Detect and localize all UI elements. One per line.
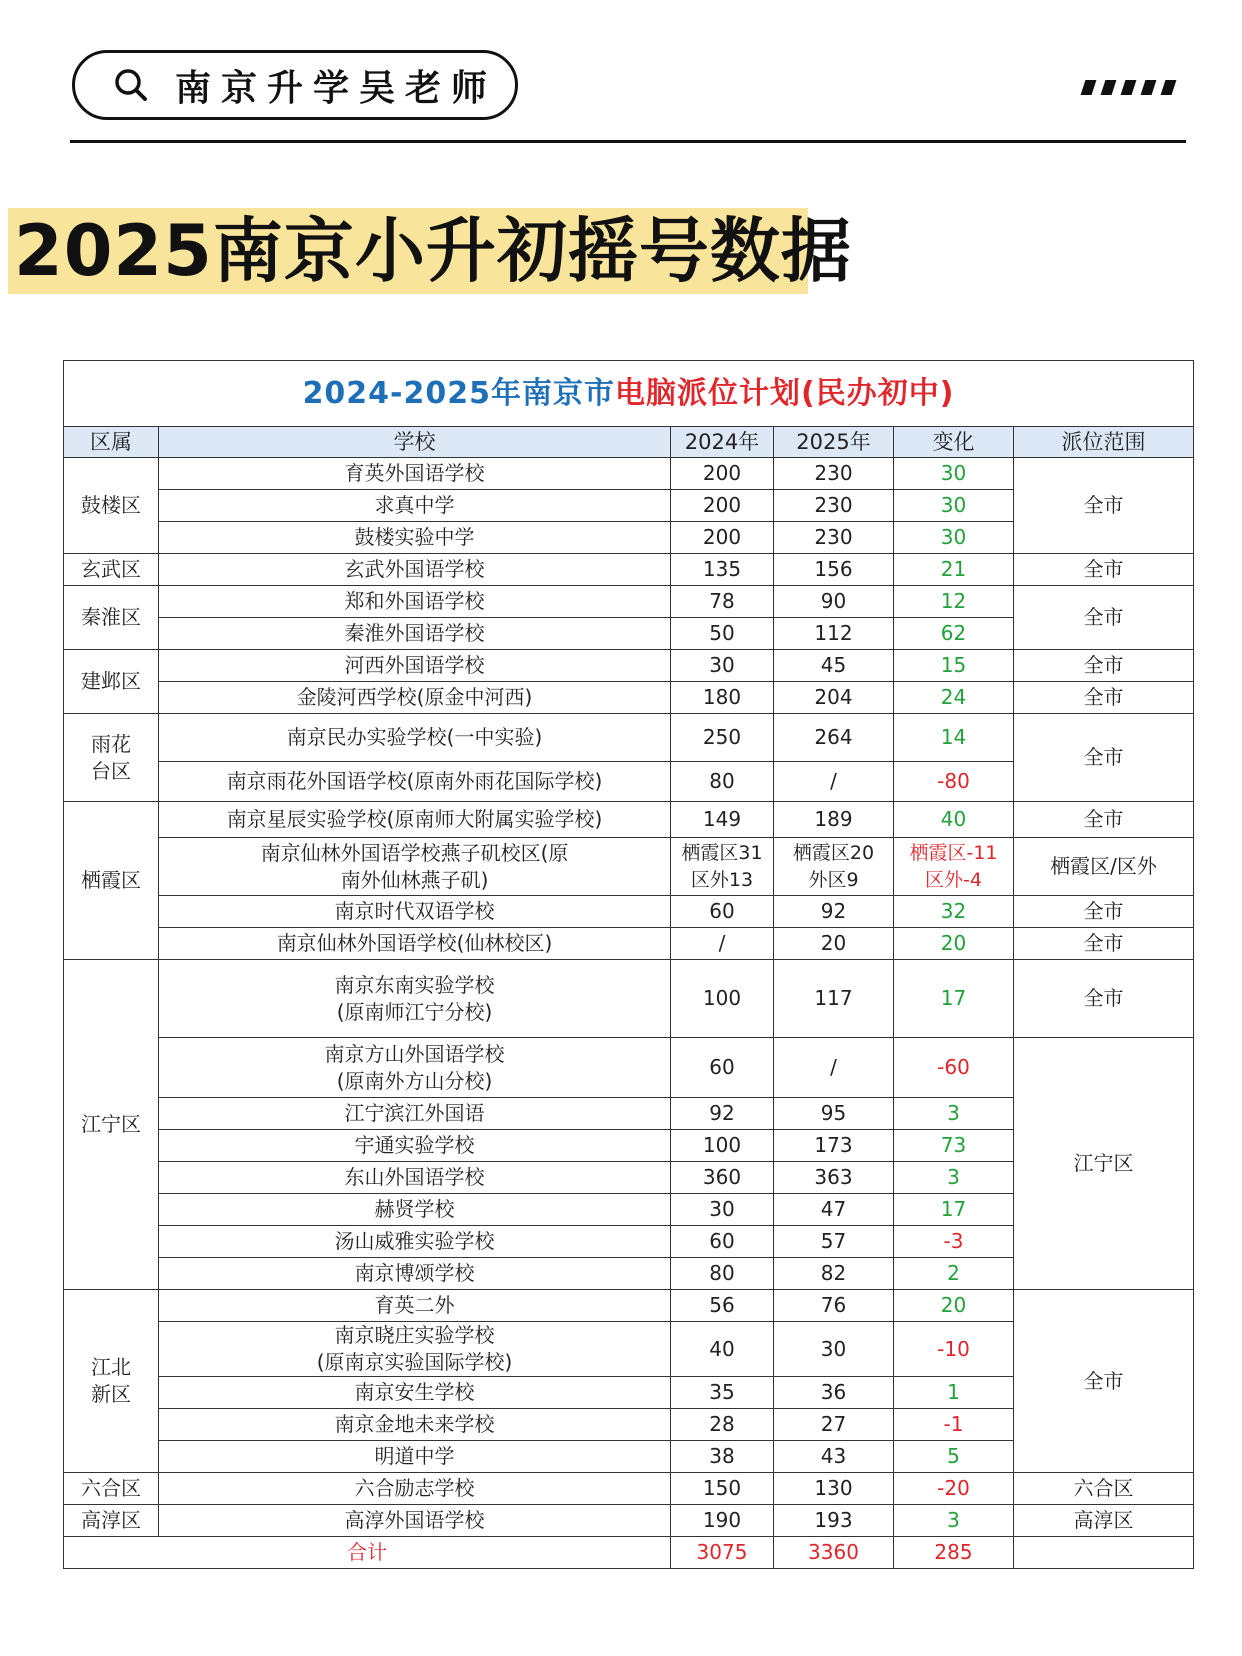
total-row (64, 1537, 1194, 1569)
district-cell: 玄武区 (64, 554, 159, 586)
school-cell: 育英二外 (159, 1290, 671, 1322)
table-row (64, 960, 1194, 1038)
search-label: 南京升学吴老师 (175, 67, 498, 109)
change-cell: 2 (894, 1258, 1014, 1290)
school-cell: 秦淮外国语学校 (159, 618, 671, 650)
scope-cell: 全市 (1014, 650, 1194, 682)
total-2024: 3075 (671, 1537, 774, 1569)
school-line-1: 南京东南实验学校 (334, 972, 495, 997)
value-2024: 200 (671, 522, 774, 554)
school-line-2: (原南京实验国际学校) (316, 1350, 513, 1374)
table-row (64, 458, 1194, 490)
change-cell: 30 (894, 522, 1014, 554)
table-row (64, 682, 1194, 714)
value-2025-line-2: 外区9 (808, 868, 859, 891)
change-cell: 30 (894, 458, 1014, 490)
school-cell: 南京时代双语学校 (159, 896, 671, 928)
table-row (64, 838, 1194, 896)
value-2025: 112 (774, 618, 894, 650)
total-2025: 3360 (774, 1537, 894, 1569)
scope-cell: 六合区 (1014, 1473, 1194, 1505)
school-cell: 赫贤学校 (159, 1194, 671, 1226)
school-line-2: (原南师江宁分校) (336, 999, 493, 1024)
search-icon (113, 67, 149, 103)
page-headline: 2025南京小升初摇号数据 (14, 210, 852, 292)
value-2024: 60 (671, 1038, 774, 1098)
value-2025: 43 (774, 1441, 894, 1473)
change-cell: -1 (894, 1409, 1014, 1441)
value-2024: 100 (671, 960, 774, 1038)
change-cell: 20 (894, 1290, 1014, 1322)
value-2024: 150 (671, 1473, 774, 1505)
value-2025: 36 (774, 1377, 894, 1409)
table-row (64, 650, 1194, 682)
value-2024: 35 (671, 1377, 774, 1409)
change-cell: 15 (894, 650, 1014, 682)
school-cell: 南京雨花外国语学校(原南外雨花国际学校) (159, 762, 671, 802)
change-cell: 12 (894, 586, 1014, 618)
value-2025: 230 (774, 490, 894, 522)
value-2025: 117 (774, 960, 894, 1038)
school-cell: 宇通实验学校 (159, 1130, 671, 1162)
change-cell: -3 (894, 1226, 1014, 1258)
value-2024: 38 (671, 1441, 774, 1473)
plan-table (63, 360, 1194, 1569)
value-2025: 20 (774, 928, 894, 960)
change-cell: 32 (894, 896, 1014, 928)
change-line-1: 栖霞区-11 (909, 841, 998, 864)
scope-cell: 全市 (1014, 1290, 1194, 1473)
table-row (64, 896, 1194, 928)
change-cell: 17 (894, 960, 1014, 1038)
change-cell: 20 (894, 928, 1014, 960)
school-line-1: 南京仙林外国语学校燕子矶校区(原 (260, 840, 569, 865)
value-2024: 60 (671, 1226, 774, 1258)
change-cell: 62 (894, 618, 1014, 650)
school-cell: 高淳外国语学校 (159, 1505, 671, 1537)
change-cell: 14 (894, 714, 1014, 762)
school-cell (159, 838, 671, 896)
change-cell: 73 (894, 1130, 1014, 1162)
value-2025: 30 (774, 1322, 894, 1377)
value-2025: 82 (774, 1258, 894, 1290)
school-cell: 南京民办实验学校(一中实验) (159, 714, 671, 762)
scope-cell: 全市 (1014, 896, 1194, 928)
district-cell: 鼓楼区 (64, 458, 159, 554)
district-cell: 六合区 (64, 1473, 159, 1505)
scope-cell: 栖霞区/区外 (1014, 838, 1194, 896)
value-2024: 190 (671, 1505, 774, 1537)
value-2024: 30 (671, 650, 774, 682)
value-2025: 130 (774, 1473, 894, 1505)
value-2024: 30 (671, 1194, 774, 1226)
col-header-district: 区属 (64, 427, 159, 458)
school-line-2: 南外仙林燕子矶) (340, 867, 489, 892)
value-2024: / (671, 928, 774, 960)
plan-table-container (63, 360, 1193, 1564)
school-line-2: (原南外方山分校) (336, 1068, 493, 1093)
search-bar[interactable] (72, 50, 518, 120)
table-row (64, 1290, 1194, 1322)
change-cell: -60 (894, 1038, 1014, 1098)
change-cell: 30 (894, 490, 1014, 522)
scope-cell: 全市 (1014, 802, 1194, 838)
value-2025: 173 (774, 1130, 894, 1162)
school-cell: 东山外国语学校 (159, 1162, 671, 1194)
school-cell: 汤山威雅实验学校 (159, 1226, 671, 1258)
table-row (64, 1473, 1194, 1505)
change-cell (894, 838, 1014, 896)
total-scope-empty (1014, 1537, 1194, 1569)
change-cell: 40 (894, 802, 1014, 838)
school-cell: 六合励志学校 (159, 1473, 671, 1505)
school-cell: 南京金地未来学校 (159, 1409, 671, 1441)
scope-cell: 高淳区 (1014, 1505, 1194, 1537)
scope-cell: 全市 (1014, 928, 1194, 960)
change-cell: 24 (894, 682, 1014, 714)
change-cell: -20 (894, 1473, 1014, 1505)
value-2024: 50 (671, 618, 774, 650)
change-cell: -10 (894, 1322, 1014, 1377)
school-cell (159, 960, 671, 1038)
school-cell: 南京博颂学校 (159, 1258, 671, 1290)
table-header-row (64, 427, 1194, 458)
col-header-school: 学校 (159, 427, 671, 458)
table-row (64, 714, 1194, 762)
change-cell: 21 (894, 554, 1014, 586)
value-2025: 189 (774, 802, 894, 838)
value-2024: 56 (671, 1290, 774, 1322)
value-2024: 200 (671, 458, 774, 490)
table-title-part1: 2024-2025年南京市 (302, 376, 616, 411)
school-cell: 江宁滨江外国语 (159, 1098, 671, 1130)
value-2025: 47 (774, 1194, 894, 1226)
change-line-2: 区外-4 (925, 868, 982, 891)
value-2025-line-1: 栖霞区20 (792, 841, 875, 864)
value-2025: / (774, 1038, 894, 1098)
school-cell: 鼓楼实验中学 (159, 522, 671, 554)
value-2024: 360 (671, 1162, 774, 1194)
value-2024: 80 (671, 762, 774, 802)
district-cell: 雨花台区 (64, 714, 159, 802)
change-cell: 17 (894, 1194, 1014, 1226)
table-row (64, 928, 1194, 960)
table-title-part2: 电脑派位计划(民办初中) (615, 376, 955, 411)
value-2024: 92 (671, 1098, 774, 1130)
header-divider (70, 140, 1186, 143)
district-cell: 江北新区 (64, 1290, 159, 1473)
school-cell: 育英外国语学校 (159, 458, 671, 490)
value-2025: 57 (774, 1226, 894, 1258)
value-2024-line-1: 栖霞区31 (681, 841, 763, 864)
value-2025: 45 (774, 650, 894, 682)
value-2025: 95 (774, 1098, 894, 1130)
table-title (64, 361, 1194, 427)
school-cell: 南京星辰实验学校(原南师大附属实验学校) (159, 802, 671, 838)
change-cell: 5 (894, 1441, 1014, 1473)
scope-cell: 全市 (1014, 458, 1194, 554)
change-cell: 1 (894, 1377, 1014, 1409)
school-cell: 南京安生学校 (159, 1377, 671, 1409)
scope-cell: 全市 (1014, 960, 1194, 1038)
value-2024: 250 (671, 714, 774, 762)
district-cell: 江宁区 (64, 960, 159, 1290)
scope-cell: 全市 (1014, 586, 1194, 650)
value-2024: 28 (671, 1409, 774, 1441)
value-2024: 180 (671, 682, 774, 714)
total-label: 合计 (64, 1537, 671, 1569)
value-2025: 363 (774, 1162, 894, 1194)
value-2025: 230 (774, 458, 894, 490)
col-header-2024: 2024年 (671, 427, 774, 458)
school-line-1: 南京方山外国语学校 (324, 1041, 505, 1066)
value-2024: 40 (671, 1322, 774, 1377)
value-2025: 156 (774, 554, 894, 586)
change-cell: -80 (894, 762, 1014, 802)
value-2024: 149 (671, 802, 774, 838)
value-2025: 204 (774, 682, 894, 714)
value-2025: 264 (774, 714, 894, 762)
school-cell: 郑和外国语学校 (159, 586, 671, 618)
dash-menu-icon[interactable] (1083, 80, 1183, 95)
value-2024: 200 (671, 490, 774, 522)
school-cell: 求真中学 (159, 490, 671, 522)
school-cell: 明道中学 (159, 1441, 671, 1473)
scope-cell: 全市 (1014, 682, 1194, 714)
school-cell: 河西外国语学校 (159, 650, 671, 682)
district-cell: 建邺区 (64, 650, 159, 714)
district-cell: 栖霞区 (64, 802, 159, 960)
table-row (64, 1505, 1194, 1537)
district-cell: 秦淮区 (64, 586, 159, 650)
change-cell: 3 (894, 1098, 1014, 1130)
value-2025: 92 (774, 896, 894, 928)
value-2025: 76 (774, 1290, 894, 1322)
value-2024: 78 (671, 586, 774, 618)
value-2024 (671, 838, 774, 896)
scope-cell: 江宁区 (1014, 1038, 1194, 1290)
col-header-scope: 派位范围 (1014, 427, 1194, 458)
value-2024: 100 (671, 1130, 774, 1162)
value-2025: 193 (774, 1505, 894, 1537)
change-cell: 3 (894, 1505, 1014, 1537)
value-2025 (774, 838, 894, 896)
value-2024: 60 (671, 896, 774, 928)
value-2024: 80 (671, 1258, 774, 1290)
scope-cell: 全市 (1014, 714, 1194, 802)
col-header-change: 变化 (894, 427, 1014, 458)
school-cell: 南京仙林外国语学校(仙林校区) (159, 928, 671, 960)
school-cell: 玄武外国语学校 (159, 554, 671, 586)
scope-cell: 全市 (1014, 554, 1194, 586)
school-cell: 金陵河西学校(原金中河西) (159, 682, 671, 714)
table-row (64, 586, 1194, 618)
total-change: 285 (894, 1537, 1014, 1569)
table-row (64, 554, 1194, 586)
value-2024: 135 (671, 554, 774, 586)
value-2025: 230 (774, 522, 894, 554)
value-2025: / (774, 762, 894, 802)
table-row (64, 1038, 1194, 1098)
school-cell (159, 1322, 671, 1377)
value-2025: 27 (774, 1409, 894, 1441)
district-cell: 高淳区 (64, 1505, 159, 1537)
change-cell: 3 (894, 1162, 1014, 1194)
value-2024-line-2: 区外13 (690, 868, 754, 891)
school-cell (159, 1038, 671, 1098)
school-line-1: 南京晓庄实验学校 (334, 1323, 495, 1347)
col-header-2025: 2025年 (774, 427, 894, 458)
table-row (64, 802, 1194, 838)
value-2025: 90 (774, 586, 894, 618)
